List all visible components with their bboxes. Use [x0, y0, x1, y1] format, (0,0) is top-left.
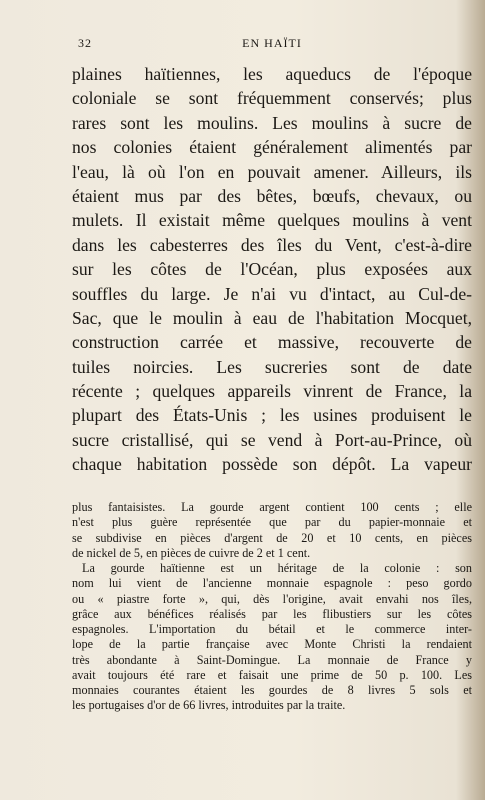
page-number: 32: [78, 36, 92, 50]
text-line: chaque habitation possède son dépôt. La vapeur: [72, 454, 472, 475]
text-line: mulets. Il existait même quelques moulins à vent: [72, 210, 472, 231]
footnote-line: avait toujours été rare et faisait une prime de 50 p. 100. Les: [72, 667, 472, 682]
text-line: construction carrée et massive, recouverte de: [72, 332, 472, 353]
running-header: [72, 36, 472, 54]
footnote-line: les portugaises d'or de 66 livres, introduites par la traite.: [72, 698, 346, 713]
text-line: l'eau, là où l'on en pouvait amener. Ailleurs, ils: [72, 161, 472, 182]
footnote-line: lope de la partie française avec Monte Christi la rendaient: [72, 637, 472, 652]
footnote-line: ou « piastre forte », qui, dès l'origine, avait envahi nos îles,: [72, 591, 472, 606]
footnote-line: espagnoles. L'importation du bétail et le commerce inter-: [72, 622, 472, 636]
footnote-line: La gourde haïtienne est un héritage de la colonie : son: [82, 561, 472, 575]
text-line: dans les cabesterres des îles du Vent, c'est-à-dire: [72, 234, 472, 255]
footnote-line: très abondante à Saint-Domingue. La monnaie de France y: [72, 652, 472, 667]
text-line: rares sont les moulins. Les moulins à sucre de: [72, 112, 472, 133]
text-line: étaient mus par des bêtes, bœufs, chevaux, ou: [72, 185, 472, 206]
footnote-line: grâce aux bénéfices réalisés par les flibustiers sur les côtes: [72, 606, 472, 621]
main-text-block: [72, 62, 472, 477]
footnote-line: plus fantaisistes. La gourde argent contient 100 cents ; elle: [72, 500, 472, 514]
footnote-line: monnaies courantes étaient les gourdes de 8 livres 5 sols et: [72, 683, 472, 697]
footnote-line: n'est plus guère représentée que par du papier-monnaie et: [72, 515, 472, 530]
text-line: plupart des États-Unis ; les usines produisent le: [72, 405, 472, 426]
text-line: souffles du large. Je n'ai vu d'intact, au Cul-de-: [72, 283, 472, 304]
text-line: sucre cristallisé, qui se vend à Port-au-Prince, où: [72, 429, 472, 450]
text-line: récente ; quelques appareils vinrent de France, la: [72, 381, 472, 402]
text-line: coloniale se sont fréquemment conservés; plus: [72, 88, 472, 109]
footnote-line: nom lui vient de l'ancienne monnaie espagnole : peso gordo: [72, 576, 472, 591]
footnote-line: se subdivise en pièces d'argent de 20 et 10 cents, en pièces: [72, 530, 472, 545]
text-line: tuiles noircies. Les sucreries sont de date: [72, 356, 472, 377]
text-line: nos colonies étaient généralement alimentés par: [72, 137, 472, 158]
footnote-line: de nickel de 5, en pièces de cuivre de 2 et 1 cent.: [72, 545, 311, 560]
text-line: sur les côtes de l'Océan, plus exposées aux: [72, 259, 472, 280]
text-line: plaines haïtiennes, les aqueducs de l'époque: [72, 64, 472, 84]
running-title: EN HAÏTI: [242, 36, 302, 50]
footnote-block: [72, 500, 472, 714]
text-line: Sac, que le moulin à eau de l'habitation Mocquet,: [72, 307, 472, 328]
